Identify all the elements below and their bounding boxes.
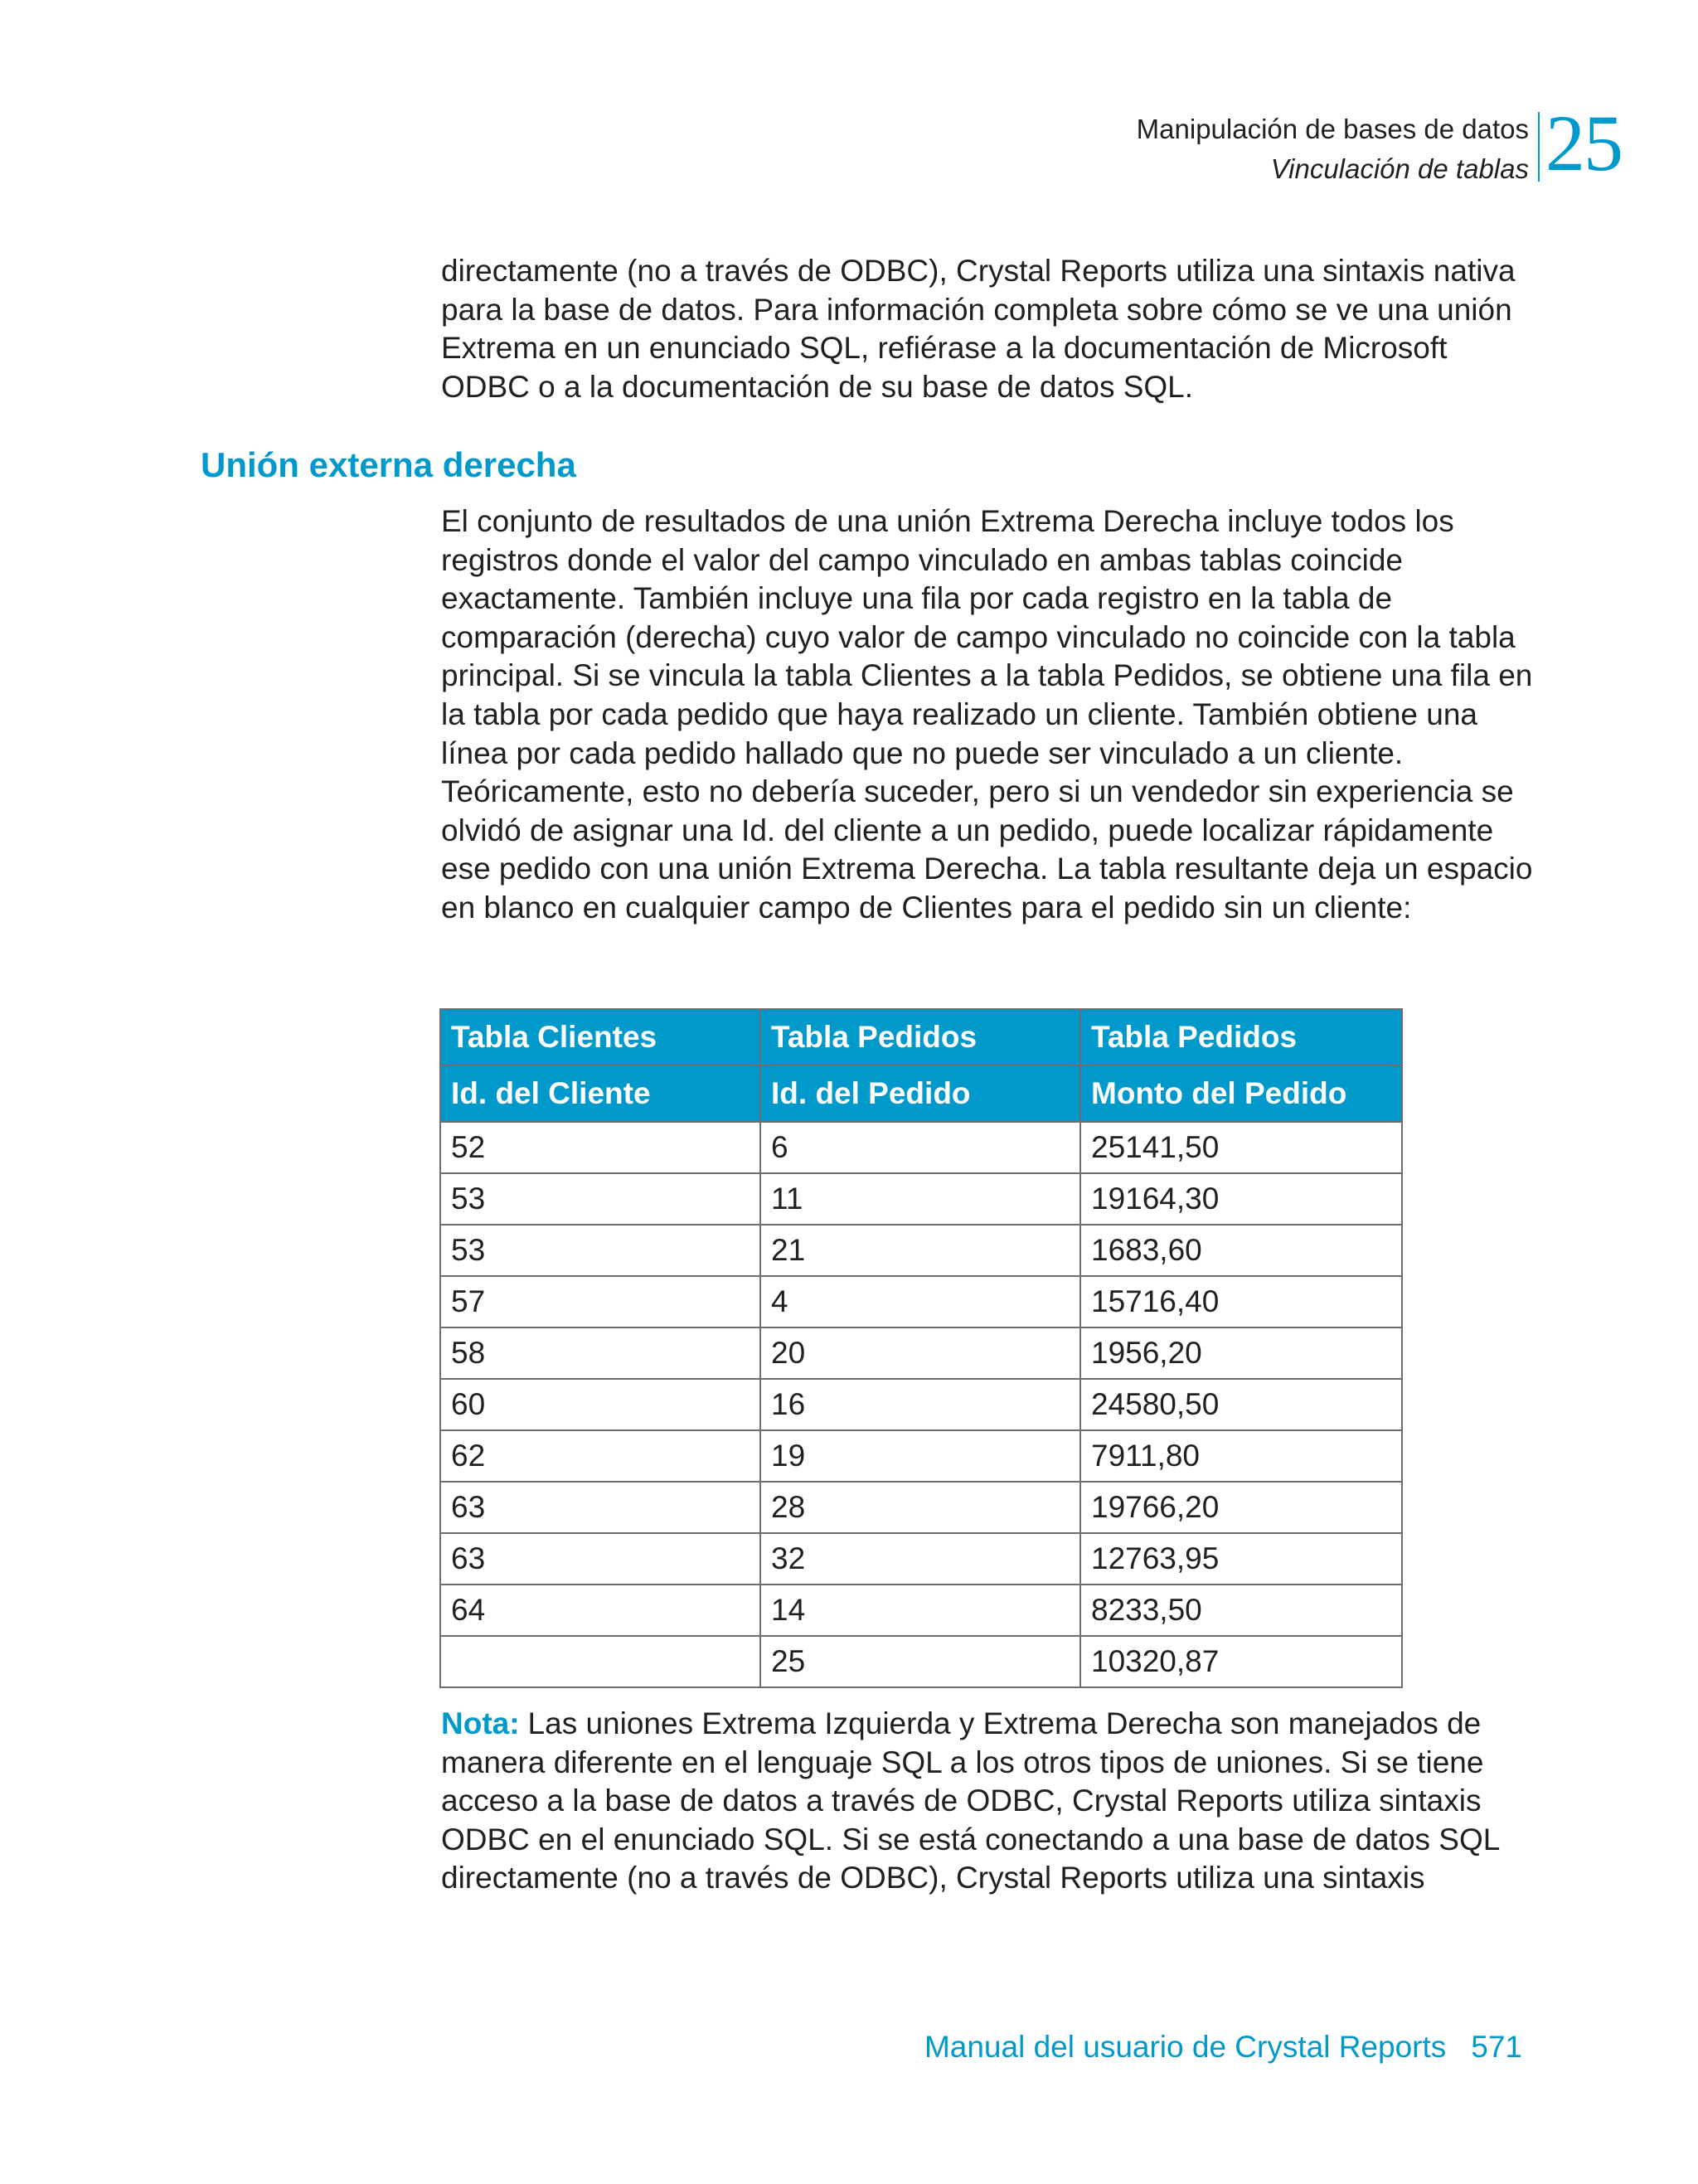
table-cell: 25141,50 — [1080, 1122, 1402, 1173]
table-cell: 28 — [760, 1482, 1080, 1533]
table-cell: 12763,95 — [1080, 1533, 1402, 1585]
header-cell: Tabla Pedidos — [1080, 1009, 1402, 1065]
table-cell: 63 — [440, 1482, 760, 1533]
table-row — [440, 1225, 1402, 1276]
header-cell: Id. del Pedido — [760, 1065, 1080, 1122]
table-cell: 62 — [440, 1430, 760, 1482]
table-row — [440, 1636, 1402, 1687]
table-cell: 25 — [760, 1636, 1080, 1687]
table-header — [440, 1009, 1402, 1122]
table-cell: 1956,20 — [1080, 1327, 1402, 1379]
table-cell: 57 — [440, 1276, 760, 1327]
table-cell: 7911,80 — [1080, 1430, 1402, 1482]
table-cell: 24580,50 — [1080, 1379, 1402, 1430]
table-cell: 52 — [440, 1122, 760, 1173]
footer-book-title: Manual del usuario de Crystal Reports — [924, 2030, 1447, 2064]
table-cell: 60 — [440, 1379, 760, 1430]
table-cell: 20 — [760, 1327, 1080, 1379]
table-row — [440, 1533, 1402, 1585]
table-cell: 63 — [440, 1533, 760, 1585]
table-cell: 19766,20 — [1080, 1482, 1402, 1533]
table-cell: 32 — [760, 1533, 1080, 1585]
table-cell: 11 — [760, 1173, 1080, 1225]
table-body — [440, 1122, 1402, 1687]
header-cell: Monto del Pedido — [1080, 1065, 1402, 1122]
table-header-row — [440, 1065, 1402, 1122]
table-cell: 19 — [760, 1430, 1080, 1482]
table-cell — [440, 1636, 760, 1687]
table-cell: 16 — [760, 1379, 1080, 1430]
table-row — [440, 1276, 1402, 1327]
page-footer — [924, 2026, 1522, 2068]
table-row — [440, 1430, 1402, 1482]
table-cell: 1683,60 — [1080, 1225, 1402, 1276]
running-header — [1137, 109, 1529, 189]
table-cell: 53 — [440, 1173, 760, 1225]
table-cell: 6 — [760, 1122, 1080, 1173]
table-cell: 19164,30 — [1080, 1173, 1402, 1225]
page-number: 571 — [1471, 2030, 1522, 2064]
note-paragraph — [441, 1705, 1535, 1898]
table-cell: 53 — [440, 1225, 760, 1276]
table-cell: 4 — [760, 1276, 1080, 1327]
table-cell: 15716,40 — [1080, 1276, 1402, 1327]
section-heading: Unión externa derecha — [201, 445, 576, 484]
table-row — [440, 1585, 1402, 1636]
table-cell: 58 — [440, 1327, 760, 1379]
header-subsection-title: Vinculación de tablas — [1270, 153, 1529, 184]
header-section-title: Manipulación de bases de datos — [1136, 114, 1529, 144]
header-cell: Id. del Cliente — [440, 1065, 760, 1122]
header-cell: Tabla Pedidos — [760, 1009, 1080, 1065]
table-cell: 21 — [760, 1225, 1080, 1276]
note-text: Las uniones Extrema Izquierda y Extrema Derecha son manejados de manera diferente en el lenguaje SQL a los otros tipos de uniones. Si se tiene acceso a la base de datos a través de ODBC, Crystal Reports utiliza sintaxis ODBC en el enunciado SQL. Si se está conectando a una base de datos SQL directamente (no a través de ODBC), Crystal Reports utiliza una sintaxis — [441, 1706, 1499, 1895]
chapter-number: 25 — [1545, 99, 1622, 187]
intro-paragraph: directamente (no a través de ODBC), Crystal Reports utiliza una sintaxis nativa para la base de datos. Para información completa sobre cómo se ve una unión Extrema en un enunciado SQL, refiérase a la documentación de Microsoft ODBC o a la documentación de su base de datos SQL. — [441, 254, 1516, 404]
table-cell: 64 — [440, 1585, 760, 1636]
table-cell: 8233,50 — [1080, 1585, 1402, 1636]
table-cell: 10320,87 — [1080, 1636, 1402, 1687]
table-row — [440, 1173, 1402, 1225]
note-label: Nota: — [441, 1706, 520, 1740]
table-cell: 14 — [760, 1585, 1080, 1636]
section-paragraph: El conjunto de resultados de una unión Extrema Derecha incluye todos los registros donde el valor del campo vinculado en ambas tablas coincide exactamente. También incluye una fila por cada registro en la tabla de comparación (derecha) cuyo valor de campo vinculado no coincide con la tabla principal. Si se vincula la tabla Clientes a la tabla Pedidos, se obtiene una fila en la tabla por cada pedido que haya realizado un cliente. También obtiene una línea por cada pedido hallado que no puede ser vinculado a un cliente. Teóricamente, esto no debería suceder, pero si un vendedor sin experiencia se olvidó de asignar una Id. del cliente a un pedido, puede localizar rápidamente ese pedido con una unión Extrema Derecha. La tabla resultante deja un espacio en blanco en cualquier campo de Clientes para el pedido sin un cliente: — [441, 504, 1533, 925]
header-divider — [1538, 112, 1540, 182]
table-row — [440, 1482, 1402, 1533]
table-row — [440, 1379, 1402, 1430]
join-results-table — [439, 1008, 1403, 1688]
table-row — [440, 1327, 1402, 1379]
table-row — [440, 1122, 1402, 1173]
header-cell: Tabla Clientes — [440, 1009, 760, 1065]
table-header-row — [440, 1009, 1402, 1065]
